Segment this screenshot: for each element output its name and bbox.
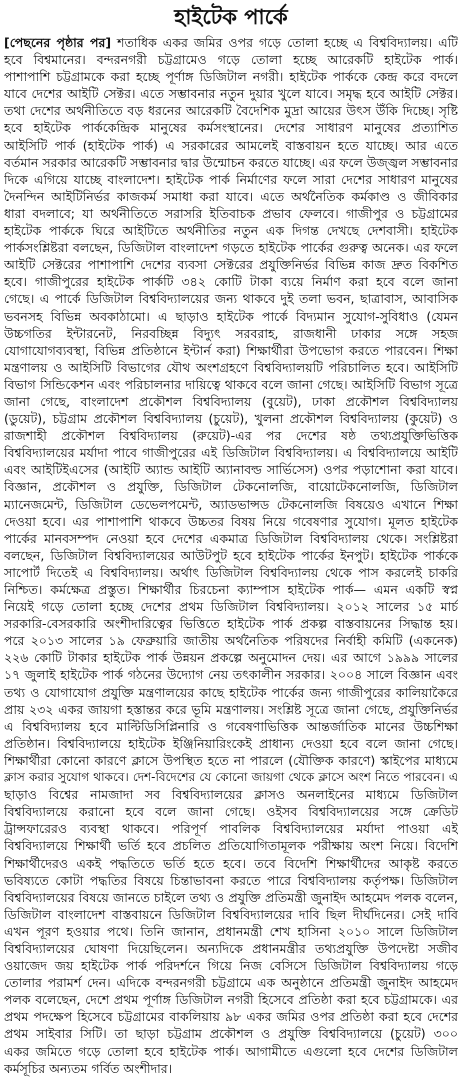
text-line: নিশ্চিত। কর্মক্ষেত্র প্রস্তুত। শিক্ষার্থীর চিরচেনা ক্যাম্পাস হাইটেক পার্ক— এমন একটি স্বপ্ন [4, 582, 458, 597]
text-line: মন্ত্রণালয় ও আইসিটি বিভাগের যৌথ অংশগ্রহণে বিশ্ববিদ্যালয়টি পরিচালিত হবে। আইসিটি [4, 359, 458, 375]
text-line: ১৭ জুলাই হাইটেক পার্ক গঠনের উদ্যোগ নেয় তৎকালীন সরকার। ২০০৪ সালে বিজ্ঞান এবং [4, 667, 458, 683]
text-line: কর্মসূচির অন্যতম গর্বিত অংশীদার। [4, 1060, 173, 1076]
text-line: এখন পূরণ হওয়ার পথে। তিনি জানান, প্রধানমন্ত্রী শেখ হাসিনা ২০১০ সালে ডিজিটাল [4, 923, 458, 939]
headline: হাইটেক পার্কে [174, 5, 288, 29]
text-line: ২২৬ কোটি টাকার হাইটেক পার্ক উন্নয়ন প্রকল্পে অনুমোদন দেয়। এর আগে ১৯৯৯ সালের [4, 650, 458, 666]
article-body [4, 34, 458, 1077]
text-line: তথ্য ও যোগাযোগ প্রযুক্তি মন্ত্রণালয়ের কাছে হাইটেক পার্কের জন্য গাজীপুরের কালিয়াকৈরে [4, 684, 458, 700]
text-line: হাইটেক পার্ককে ঘিরে আইটিতে অর্থনীতির নতুন এক দিগন্ত দেখছে দেশবাসী। হাইটেক [4, 223, 458, 239]
text-line: ডিজিটাল বাংলাদেশ বাস্তবায়নে ডিজিটাল বিশ্ববিদ্যালয়ের দাবি ছিল দীর্ঘদিনের। সেই দাবি [4, 906, 458, 922]
text-line: এবং আইটিইএসের (আইটি অ্যান্ড আইটি অ্যানাবল্ড সার্ভিসেস) ওপর পড়াশোনা করা যাবে। [4, 462, 458, 478]
text-line: এ বিশ্ববিদ্যালয় হবে মাল্টিডিসিপ্লিনারি ও গবেষণাভিত্তিক আন্তর্জাতিক মানের উচ্চশিক্ষা [4, 718, 458, 734]
text-line: আইটি সেক্টরের পাশাপাশি দেশের ব্যবসা সেক্টরের প্রযুক্তিনির্ভর বিভিন্ন কাজ দ্রুত বিকশিত [4, 257, 458, 273]
text-line: তোলার পরামর্শ দেন। এদিকে বন্দরনগরী চট্টগ্রামে এক অনুষ্ঠানে প্রতিমন্ত্রী জুনাইদ আহমেদ [4, 975, 458, 991]
text-line: প্রতিষ্ঠান। বিশ্ববিদ্যালয়ে হাইটেক ইঞ্জিনিয়ারিংকেই প্রাধান্য দেওয়া হবে বলে জানা গেছে। [4, 735, 458, 751]
text-line: হবে বিশ্বমানের। বন্দরনগরী চট্টগ্রামেও গড়ে তোলা হচ্ছে আরেকটি হাইটেক পার্ক। [4, 52, 458, 68]
text-line: বিশ্ববিদ্যালয়ে করানো হবে বলে জানা গেছে। ওইসব বিশ্ববিদ্যালয়ের সঙ্গে ক্রেডিট [4, 804, 458, 820]
text-line: ওয়াজেদ জয় হাইটেক পার্ক পরিদর্শনে গিয়ে নিজ বেসিসে ডিজিটাল বিশ্ববিদ্যালয় গড়ে [4, 958, 458, 974]
text-line: সাপোর্ট দিতেই এ বিশ্ববিদ্যালয়। অর্থাৎ ডিজিটাল বিশ্ববিদ্যালয় থেকে পাস করলেই চাকরি [4, 564, 458, 580]
text-line: উচ্চগতির ইন্টারনেট, নিরবচ্ছিন্ন বিদ্যুৎ সরবরাহ, রাজধানী ঢাকার সঙ্গে সহজ [4, 325, 458, 341]
text-line: আইসিটি পার্ক (হাইটেক পার্ক) এ সরকারের আমলেই বাস্তবায়ন হতে যাচ্ছে। আর এতে [4, 137, 458, 153]
text-line: ট্রান্সফারেরও ব্যবস্থা থাকবে। পরিপূর্ণ পাবলিক বিশ্ববিদ্যালয়ের মর্যাদা পাওয়া এই [4, 821, 458, 837]
text-line: হবে হাইটেক পার্ককেন্দ্রিক মানুষের কর্মসংস্থানের। দেশের সাধারণ মানুষের প্রত্যাশিত [4, 120, 458, 136]
text-line: প্রায় ২৩২ একর জায়গা হস্তান্তর করে ভূমি মন্ত্রণালয়। সংশ্লিষ্ট সূত্রে জানা গেছে, প্রযুক্তিনির্ভর [4, 701, 458, 717]
text-line: যোগাযোগব্যবস্থা, বিভিন্ন প্রতিষ্ঠানে ইন্টার্ন করা) শিক্ষার্থীরা উপভোগ করতে পারবেন। শিক্ষা [4, 342, 458, 358]
text-line: যাবে দেশের আইটি সেক্টর। এতে সম্ভাবনার নতুন দুয়ার খুলে যাবে। সমৃদ্ধ হবে আইটি সেক্টর। [4, 86, 458, 102]
text-line: প্রথম সাইবার সিটি। তা ছাড়া চট্টগ্রাম প্রকৌশল ও প্রযুক্তি বিশ্ববিদ্যালয়ে (চুয়েট) ৩০০ [4, 1026, 458, 1042]
text-line: প্রথম পদক্ষেপ হিসেবে চট্টগ্রামের বাকলিয়ায় ৯৮ একর জমির ওপর প্রতিষ্ঠা করা হবে দেশের [4, 1009, 458, 1025]
text-line: গেছে। এ পার্কে ডিজিটাল বিশ্ববিদ্যালয়ের জন্য থাকবে দুই তলা ভবন, ছাত্রাবাস, আবাসিক [4, 291, 458, 307]
text-line: বিভাগ সিন্ডিকেশন এবং পরিচালনার দায়িত্বে থাকবে বলে জানা গেছে। আইসিটি বিভাগ সূত্রে [4, 376, 458, 392]
text-line: দৈনন্দিন আইটিনির্ভর কাজকর্ম সমাধা করা যাবে। এতে অর্থনৈতিক কর্মকাণ্ড ও জীবিকার [4, 188, 458, 204]
text-line: ক্লাস করার সুযোগ থাকবে। দেশ-বিদেশের যে কোনো জায়গা থেকে ক্লাসে অংশ নিতে পারবেন। এ [4, 770, 458, 785]
text-line: রাজশাহী প্রকৌশল বিশ্ববিদ্যালয় (রুয়েট)-এর পর দেশের ষষ্ঠ তথ্যপ্রযুক্তিভিত্তিক [4, 428, 458, 444]
text-line-content: শতাধিক একর জমির ওপর গড়ে তোলা হচ্ছে এ বিশ্ববিদ্যালয়। এটি [111, 35, 458, 50]
text-line: ভবিষ্যতে কোটা পদ্ধতির বিষয়ে চিন্তাভাবনা করতে পারে বিশ্ববিদ্যালয় কর্তৃপক্ষ। ডিজিটাল [4, 872, 458, 888]
text-line: দিকে এগিয়ে যাচ্ছে বাংলাদেশ। হাইটেক পার্ক নির্মাণের ফলে সারা দেশের সাধারণ মানুষের [4, 171, 458, 187]
text-line: ভবনসহ বিভিন্ন অবকাঠামো। এ ছাড়াও হাইটেক পার্কে বিদ্যমান সুযোগ-সুবিধাও (যেমন [4, 308, 458, 324]
text-line: শিক্ষার্থীদেরও একই পদ্ধতিতে ভর্তি হতে হবে। তবে বিদেশি শিক্ষার্থীদের আকৃষ্ট করতে [4, 855, 458, 871]
text-line: পাশাপাশি চট্টগ্রামকে করা হচ্ছে পূর্ণাঙ্গ ডিজিটাল নগরী। হাইটেক পার্ককে কেন্দ্র করে বদলে [4, 69, 458, 85]
text-line: বর্তমান সরকার আরেকটি সম্ভাবনার দ্বার উন্মোচন করতে যাচ্ছে। এর ফলে উজ্জ্বল সম্ভাবনার [4, 154, 458, 170]
text-line: দেওয়া হবে। এর পাশাপাশি থাকবে উচ্চতর বিষয় নিয়ে গবেষণার সুযোগ। মূলত হাইটেক [4, 513, 458, 529]
text-line: হবে। গাজীপুরের হাইটেক পার্কটি ৩৪২ কোটি টাকা ব্যয়ে নির্মাণ করা হবে বলে জানা [4, 274, 458, 290]
text-line: বিজ্ঞান, প্রকৌশল ও প্রযুক্তি, ডিজিটাল টেকনোলজি, বায়োটেকনোলজি, ডিজিটাল [4, 479, 458, 495]
text-line: ধারা বদলাবে; যা অর্থনীতিতে সরাসরি ইতিবাচক প্রভাব ফেলবে। গাজীপুর ও চট্টগ্রামের [4, 205, 458, 221]
text-line: ছাড়াও বিশ্বের নামজাদা সব বিশ্ববিদ্যালয়ের ক্লাসও অনলাইনের মাধ্যমে ডিজিটাল [4, 787, 458, 803]
text-line: পার্কের মানবসম্পদ নেওয়া হবে দেশের একমাত্র ডিজিটাল বিশ্ববিদ্যালয় থেকে। সংশ্লিষ্টরা [4, 530, 458, 546]
text-line: ম্যানেজমেন্ট, ডিজিটাল ডেভেলপমেন্ট, অ্যাডভান্সড টেকনোলজি বিষয়েও এখানে শিক্ষা [4, 496, 458, 512]
text-line: বিশ্ববিদ্যালয়ে শিক্ষার্থী ভর্তি হবে প্রচলিত প্রতিযোগিতামূলক পরীক্ষায় অংশ নিয়ে। বিদেশি [4, 838, 458, 854]
text-line: পলক বলেছেন, দেশে প্রথম পূর্ণাঙ্গ ডিজিটাল নগরী হিসেবে প্রতিষ্ঠা করা হবে চট্টগ্রামকে। এর [4, 992, 458, 1008]
text-line: একর জমিতে গড়ে তোলা হবে হাইটেক পার্ক। আগামীতে এগুলো হবে দেশের ডিজিটাল [4, 1043, 458, 1059]
text-line: পরে ২০১৩ সালের ১৯ ফেব্রুয়ারি জাতীয় অর্থনৈতিক পরিষদের নির্বাহী কমিটি (একনেক) [4, 633, 458, 649]
text-line: শিক্ষার্থীরা কোনো কারণে ক্লাসে উপস্থিত হতে না পারলে (যৌক্তিক কারণে) স্কাইপের মাধ্যমে [4, 752, 458, 768]
text-line [4, 34, 458, 51]
text-line: জানা গেছে, বাংলাদেশ প্রকৌশল বিশ্ববিদ্যালয় (বুয়েট), ঢাকা প্রকৌশল বিশ্ববিদ্যালয় [4, 393, 458, 409]
text-line: বলছেন, ডিজিটাল বিশ্ববিদ্যালয়ের আউটপুট হবে হাইটেক পার্কের ইনপুট। হাইটেক পার্ককে [4, 547, 458, 563]
text-line: (ডুয়েট), চট্টগ্রাম প্রকৌশল বিশ্ববিদ্যালয় (চুয়েট), খুলনা প্রকৌশল বিশ্ববিদ্যালয় (কুয়েট) ও [4, 411, 458, 427]
text-line: পার্কসংশ্লিষ্টরা বলছেন, ডিজিটাল বাংলাদেশ গড়তে হাইটেক পার্কের গুরুত্ব অনেক। এর ফলে [4, 240, 458, 256]
text-line: নিয়েই গড়ে তোলা হচ্ছে দেশের প্রথম ডিজিটাল বিশ্ববিদ্যালয়। ২০১২ সালের ১৫ মার্চ [4, 599, 458, 615]
text-line: বিশ্ববিদ্যালয়ের ঘোষণা দিয়েছিলেন। অন্যদিকে প্রধানমন্ত্রীর তথ্যপ্রযুক্তি উপদেষ্টা সজীব [4, 940, 458, 956]
continued-from-label: [পেছনের পৃষ্ঠার পর] [4, 35, 112, 50]
text-line: সরকারি-বেসরকারি অংশীদারিত্বের ভিত্তিতে হাইটেক পার্ক প্রকল্প বাস্তবায়নের সিদ্ধান্ত হয়। [4, 616, 458, 632]
text-line: বিশ্ববিদ্যালয়ের বিষয়ে জানতে চাইলে তথ্য ও প্রযুক্তি প্রতিমন্ত্রী জুনাইদ আহমেদ পলক বলেন, [4, 889, 458, 905]
text-line: তথা দেশের অর্থনীতিতে বড় ধরনের আরেকটি বৈদেশিক মুদ্রা আয়ের উৎস উঁকি দিচ্ছে। সৃষ্টি [4, 103, 458, 119]
text-line: বিশ্ববিদ্যালয়ের মর্যাদা পাবে গাজীপুরের এই ডিজিটাল বিশ্ববিদ্যালয়। এ বিশ্ববিদ্যালয়ে আইটি [4, 445, 458, 461]
